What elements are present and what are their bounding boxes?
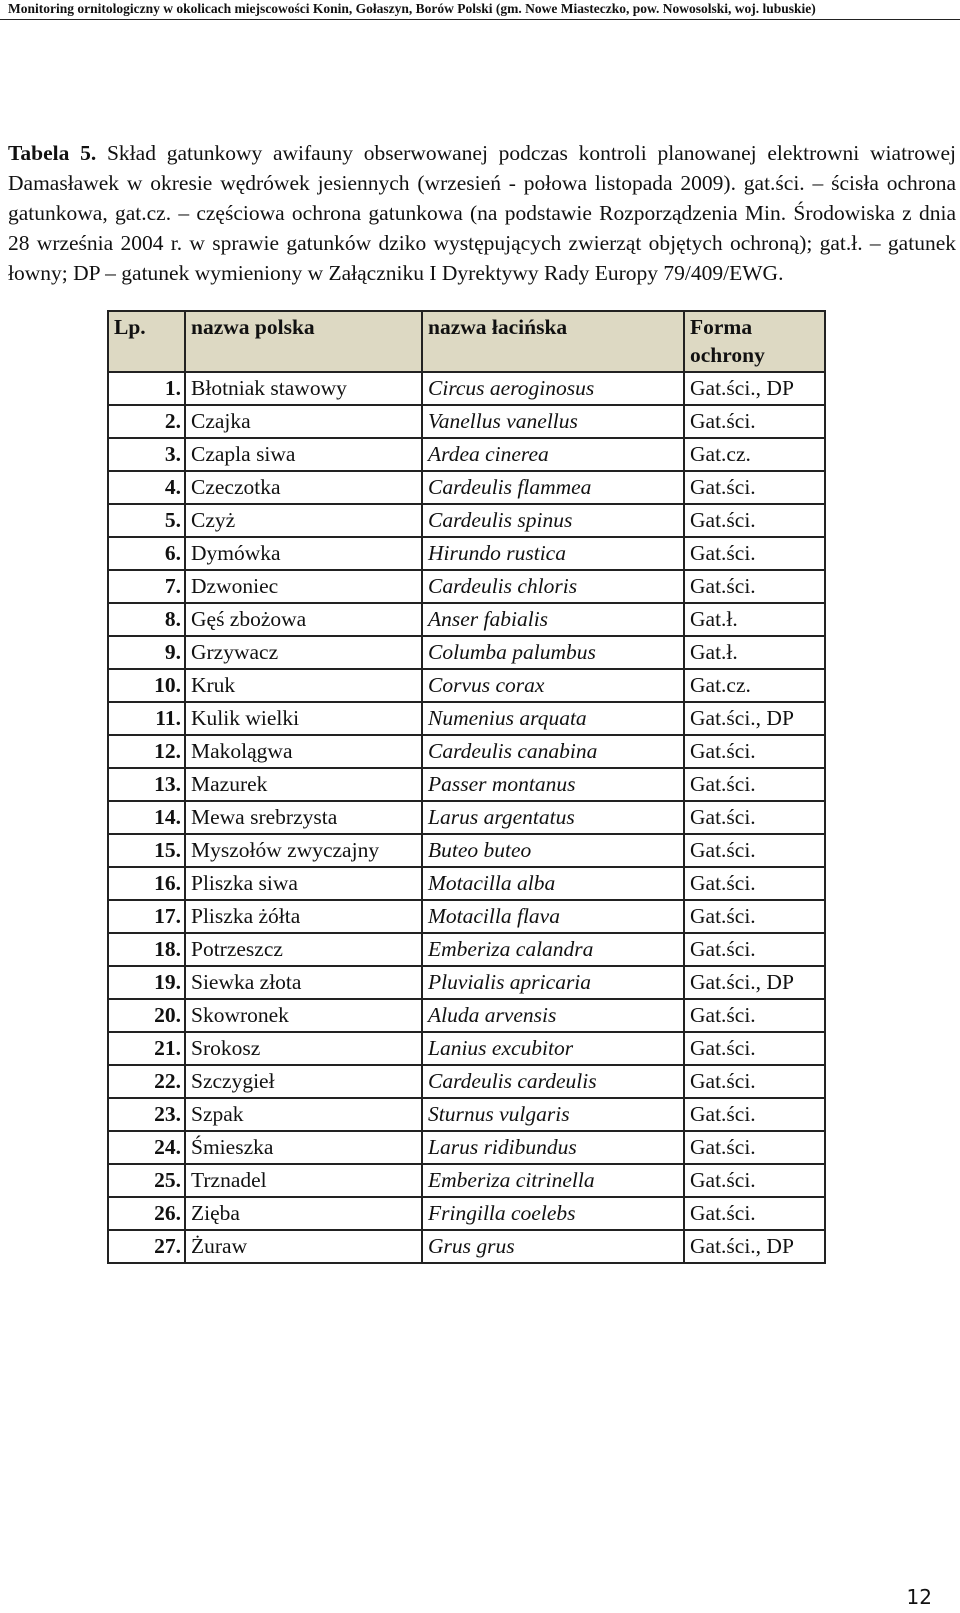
protection-status-cell: Gat.ści.	[684, 900, 825, 933]
row-number: 23.	[108, 1098, 185, 1131]
polish-name-cell: Potrzeszcz	[185, 933, 422, 966]
polish-name-cell: Żuraw	[185, 1230, 422, 1263]
row-number: 4.	[108, 471, 185, 504]
latin-name-cell: Larus ridibundus	[422, 1131, 684, 1164]
latin-name-cell: Numenius arquata	[422, 702, 684, 735]
protection-status-cell: Gat.ł.	[684, 603, 825, 636]
protection-status-cell: Gat.ści.	[684, 1197, 825, 1230]
polish-name-cell: Kulik wielki	[185, 702, 422, 735]
latin-name-cell: Larus argentatus	[422, 801, 684, 834]
table-row	[108, 999, 825, 1032]
header-divider	[0, 19, 960, 20]
table-row	[108, 933, 825, 966]
polish-name-cell: Makolągwa	[185, 735, 422, 768]
latin-name-cell: Motacilla alba	[422, 867, 684, 900]
column-header-protection: Forma ochrony	[684, 311, 825, 372]
protection-status-cell: Gat.ści.	[684, 537, 825, 570]
protection-status-cell: Gat.ści., DP	[684, 372, 825, 405]
row-number: 25.	[108, 1164, 185, 1197]
table-row	[108, 1230, 825, 1263]
protection-status-cell: Gat.ści.	[684, 933, 825, 966]
row-number: 6.	[108, 537, 185, 570]
row-number: 24.	[108, 1131, 185, 1164]
latin-name-cell: Cardeulis canabina	[422, 735, 684, 768]
row-number: 26.	[108, 1197, 185, 1230]
polish-name-cell: Czajka	[185, 405, 422, 438]
table-row	[108, 801, 825, 834]
row-number: 9.	[108, 636, 185, 669]
table-row	[108, 669, 825, 702]
table-row	[108, 372, 825, 405]
latin-name-cell: Aluda arvensis	[422, 999, 684, 1032]
protection-status-cell: Gat.ści., DP	[684, 966, 825, 999]
row-number: 21.	[108, 1032, 185, 1065]
protection-status-cell: Gat.ści., DP	[684, 702, 825, 735]
row-number: 20.	[108, 999, 185, 1032]
table-row	[108, 471, 825, 504]
table-row	[108, 702, 825, 735]
polish-name-cell: Pliszka żółta	[185, 900, 422, 933]
latin-name-cell: Ardea cinerea	[422, 438, 684, 471]
latin-name-cell: Grus grus	[422, 1230, 684, 1263]
latin-name-cell: Cardeulis flammea	[422, 471, 684, 504]
table-caption	[8, 138, 956, 288]
row-number: 27.	[108, 1230, 185, 1263]
polish-name-cell: Skowronek	[185, 999, 422, 1032]
polish-name-cell: Zięba	[185, 1197, 422, 1230]
polish-name-cell: Mewa srebrzysta	[185, 801, 422, 834]
latin-name-cell: Lanius excubitor	[422, 1032, 684, 1065]
protection-status-cell: Gat.cz.	[684, 669, 825, 702]
row-number: 13.	[108, 768, 185, 801]
row-number: 10.	[108, 669, 185, 702]
latin-name-cell: Cardeulis spinus	[422, 504, 684, 537]
table-row	[108, 966, 825, 999]
protection-status-cell: Gat.cz.	[684, 438, 825, 471]
protection-status-cell: Gat.ści.	[684, 405, 825, 438]
polish-name-cell: Kruk	[185, 669, 422, 702]
latin-name-cell: Passer montanus	[422, 768, 684, 801]
polish-name-cell: Siewka złota	[185, 966, 422, 999]
protection-status-cell: Gat.ści.	[684, 471, 825, 504]
polish-name-cell: Szczygieł	[185, 1065, 422, 1098]
caption-text: Skład gatunkowy awifauny obserwowanej podczas kontroli planowanej elektrowni wiatrowej Damasławek w okresie wędrówek jesiennych (wrzesień - połowa listopada 2009). gat.ści. – ścisła ochrona gatunkowa, gat.cz. – częściowa ochrona gatunkowa (na podstawie Rozporządzenia Min. Środowiska z dnia 28 września 2004 r. w sprawie gatunków dziko występujących zwierząt objętych ochroną); gat.ł. – gatunek łowny; DP – gatunek wymieniony w Załączniku I Dyrektywy Rady Europy 79/409/EWG.	[8, 141, 956, 285]
column-header-lp: Lp.	[108, 311, 185, 372]
latin-name-cell: Buteo buteo	[422, 834, 684, 867]
table-row	[108, 900, 825, 933]
table-row	[108, 1164, 825, 1197]
polish-name-cell: Srokosz	[185, 1032, 422, 1065]
latin-name-cell: Emberiza citrinella	[422, 1164, 684, 1197]
table-row	[108, 768, 825, 801]
table-row	[108, 570, 825, 603]
table-body	[108, 372, 825, 1263]
row-number: 2.	[108, 405, 185, 438]
row-number: 12.	[108, 735, 185, 768]
latin-name-cell: Vanellus vanellus	[422, 405, 684, 438]
running-header: Monitoring ornitologiczny w okolicach miejscowości Konin, Gołaszyn, Borów Polski (gm. Nowe Miasteczko, pow. Nowosolski, woj. lubuskie)	[8, 1, 816, 16]
table-row	[108, 438, 825, 471]
table-row	[108, 1065, 825, 1098]
row-number: 7.	[108, 570, 185, 603]
polish-name-cell: Czyż	[185, 504, 422, 537]
row-number: 1.	[108, 372, 185, 405]
table-row	[108, 537, 825, 570]
latin-name-cell: Emberiza calandra	[422, 933, 684, 966]
polish-name-cell: Czeczotka	[185, 471, 422, 504]
polish-name-cell: Błotniak stawowy	[185, 372, 422, 405]
protection-status-cell: Gat.ł.	[684, 636, 825, 669]
row-number: 14.	[108, 801, 185, 834]
table-row	[108, 867, 825, 900]
table-row	[108, 1032, 825, 1065]
latin-name-cell: Circus aeroginosus	[422, 372, 684, 405]
column-header-latin-name: nazwa łacińska	[422, 311, 684, 372]
latin-name-cell: Fringilla coelebs	[422, 1197, 684, 1230]
table-row	[108, 1131, 825, 1164]
protection-status-cell: Gat.ści.	[684, 735, 825, 768]
caption-label: Tabela 5.	[8, 141, 97, 165]
page-number: 12	[906, 1585, 932, 1609]
protection-status-cell: Gat.ści.	[684, 1065, 825, 1098]
table-row	[108, 636, 825, 669]
latin-name-cell: Sturnus vulgaris	[422, 1098, 684, 1131]
row-number: 22.	[108, 1065, 185, 1098]
latin-name-cell: Motacilla flava	[422, 900, 684, 933]
protection-status-cell: Gat.ści.	[684, 867, 825, 900]
table-row	[108, 504, 825, 537]
polish-name-cell: Śmieszka	[185, 1131, 422, 1164]
protection-status-cell: Gat.ści.	[684, 504, 825, 537]
row-number: 11.	[108, 702, 185, 735]
latin-name-cell: Anser fabialis	[422, 603, 684, 636]
table-row	[108, 834, 825, 867]
latin-name-cell: Pluvialis apricaria	[422, 966, 684, 999]
column-header-polish-name: nazwa polska	[185, 311, 422, 372]
protection-status-cell: Gat.ści.	[684, 834, 825, 867]
protection-status-cell: Gat.ści.	[684, 999, 825, 1032]
polish-name-cell: Dymówka	[185, 537, 422, 570]
row-number: 16.	[108, 867, 185, 900]
latin-name-cell: Hirundo rustica	[422, 537, 684, 570]
row-number: 17.	[108, 900, 185, 933]
polish-name-cell: Szpak	[185, 1098, 422, 1131]
latin-name-cell: Columba palumbus	[422, 636, 684, 669]
row-number: 5.	[108, 504, 185, 537]
protection-status-cell: Gat.ści.	[684, 1098, 825, 1131]
polish-name-cell: Czapla siwa	[185, 438, 422, 471]
row-number: 15.	[108, 834, 185, 867]
protection-status-cell: Gat.ści.	[684, 1131, 825, 1164]
polish-name-cell: Grzywacz	[185, 636, 422, 669]
latin-name-cell: Corvus corax	[422, 669, 684, 702]
row-number: 18.	[108, 933, 185, 966]
table-header-row	[108, 311, 825, 372]
row-number: 19.	[108, 966, 185, 999]
polish-name-cell: Gęś zbożowa	[185, 603, 422, 636]
table-row	[108, 735, 825, 768]
protection-status-cell: Gat.ści., DP	[684, 1230, 825, 1263]
latin-name-cell: Cardeulis cardeulis	[422, 1065, 684, 1098]
species-table	[107, 310, 826, 1264]
polish-name-cell: Dzwoniec	[185, 570, 422, 603]
table-row	[108, 603, 825, 636]
polish-name-cell: Mazurek	[185, 768, 422, 801]
protection-status-cell: Gat.ści.	[684, 768, 825, 801]
protection-status-cell: Gat.ści.	[684, 1032, 825, 1065]
protection-status-cell: Gat.ści.	[684, 1164, 825, 1197]
row-number: 3.	[108, 438, 185, 471]
table-row	[108, 1197, 825, 1230]
protection-status-cell: Gat.ści.	[684, 801, 825, 834]
row-number: 8.	[108, 603, 185, 636]
protection-status-cell: Gat.ści.	[684, 570, 825, 603]
polish-name-cell: Pliszka siwa	[185, 867, 422, 900]
polish-name-cell: Myszołów zwyczajny	[185, 834, 422, 867]
table-row	[108, 405, 825, 438]
latin-name-cell: Cardeulis chloris	[422, 570, 684, 603]
polish-name-cell: Trznadel	[185, 1164, 422, 1197]
table-row	[108, 1098, 825, 1131]
